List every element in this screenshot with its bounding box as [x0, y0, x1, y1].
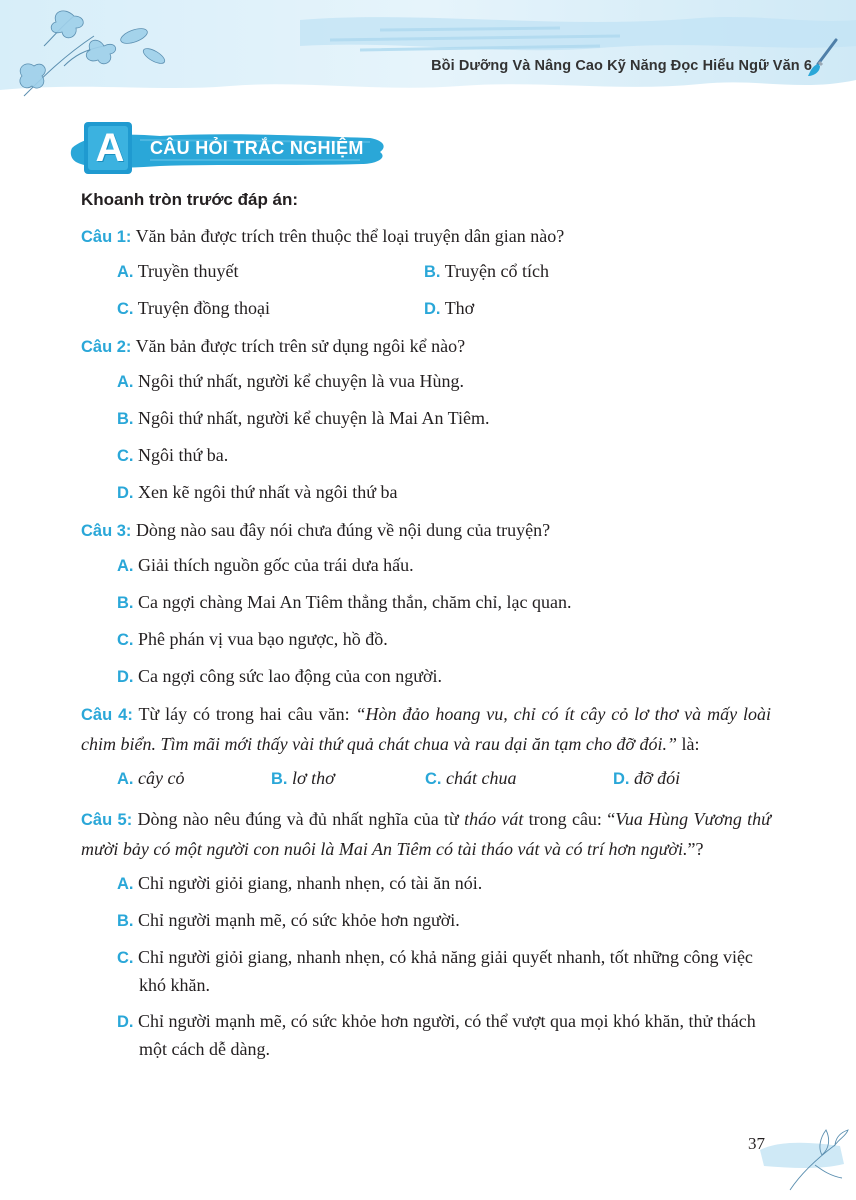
- option-d[interactable]: D. Thơ: [424, 298, 475, 318]
- options-row: [81, 295, 771, 323]
- question-text: Văn bản được trích trên thuộc thể loại truyện dân gian nào?: [135, 226, 565, 246]
- question-quote: “Hòn đảo hoang vu, chỉ có ít cây cỏ lơ thơ và mấy loài chim biển. Tìm mãi mới thấy vài thứ quả chát chua và rau dại ăn tạm cho đỡ đói.”: [81, 704, 771, 754]
- question-label: Câu 1:: [81, 228, 132, 246]
- question-1: [81, 222, 771, 252]
- option-d[interactable]: D. đỡ đói: [613, 768, 681, 788]
- question-quote: Vua Hùng Vương thứ mười bảy có một người con nuôi là Mai An Tiêm có tài tháo vát và có trí hơn người.: [81, 809, 771, 859]
- question-label: Câu 3:: [81, 522, 132, 540]
- option-c[interactable]: C. Ngôi thứ ba.: [117, 445, 229, 465]
- question-term: tháo vát: [464, 809, 524, 829]
- page-number: 37: [748, 1134, 765, 1153]
- option-a[interactable]: A. Ngôi thứ nhất, người kể chuyện là vua Hùng.: [117, 371, 464, 391]
- option-c[interactable]: C. Truyện đồng thoại: [117, 298, 271, 318]
- options-row: [81, 765, 771, 793]
- question-3: [81, 516, 771, 546]
- option-a[interactable]: A. Giải thích nguồn gốc của trái dưa hấu.: [117, 555, 414, 575]
- question-text: Dòng nào sau đây nói chưa đúng về nội dung của truyện?: [135, 520, 551, 540]
- option-d[interactable]: D. Chỉ người mạnh mẽ, có sức khỏe hơn người, có thể vượt qua mọi khó khăn, thử thách một cách dễ dàng.: [117, 1011, 756, 1059]
- question-2: [81, 332, 771, 362]
- flower-decoration-icon: [4, 6, 174, 106]
- question-label: Câu 2:: [81, 338, 132, 356]
- section-banner: [70, 118, 390, 182]
- question-text: Văn bản được trích trên sử dụng ngôi kể nào?: [135, 336, 466, 356]
- header-title: Bồi Dưỡng Và Nâng Cao Kỹ Năng Đọc Hiểu Ngữ Văn 6: [431, 58, 812, 74]
- option-d[interactable]: D. Xen kẽ ngôi thứ nhất và ngôi thứ ba: [117, 482, 398, 502]
- option-c[interactable]: C. Phê phán vị vua bạo ngược, hồ đồ.: [117, 629, 388, 649]
- option-d[interactable]: D. Ca ngợi công sức lao động của con người.: [117, 666, 442, 686]
- option-b[interactable]: B. lơ thơ: [271, 768, 335, 788]
- option-b[interactable]: B. Chỉ người mạnh mẽ, có sức khỏe hơn người.: [117, 910, 460, 930]
- instruction: Khoanh tròn trước đáp án:: [81, 190, 299, 209]
- question-5: Câu 5: Dòng nào nêu đúng và đủ nhất nghĩa của từ tháo vát trong câu: “Vua Hùng Vương thứ mười bảy có một người con nuôi là Mai An Tiêm có tài tháo vát và có trí hơn người.”?: [81, 809, 771, 859]
- section-title: CÂU HỎI TRẮC NGHIỆM: [150, 138, 364, 158]
- question-label: Câu 4:: [81, 706, 133, 724]
- section-letter: A: [95, 126, 125, 170]
- option-c[interactable]: C. chát chua: [425, 768, 517, 788]
- option-b[interactable]: B. Ca ngợi chàng Mai An Tiêm thẳng thắn, chăm chỉ, lạc quan.: [117, 592, 572, 612]
- question-4: Câu 4: Từ láy có trong hai câu văn: “Hòn đảo hoang vu, chỉ có ít cây cỏ lơ thơ và mấy loài chim biển. Tìm mãi mới thấy vài thứ quả chát chua và rau dại ăn tạm cho đỡ đói.” là:: [81, 704, 771, 754]
- option-b[interactable]: B. Ngôi thứ nhất, người kể chuyện là Mai An Tiêm.: [117, 408, 490, 428]
- option-a[interactable]: A. Truyền thuyết: [117, 261, 239, 281]
- option-b[interactable]: B. Truyện cổ tích: [424, 261, 550, 281]
- question-label: Câu 5:: [81, 811, 133, 829]
- options-row: [81, 258, 771, 286]
- footer-flower-decoration-icon: [760, 1120, 850, 1195]
- option-a[interactable]: A. cây cỏ: [117, 768, 185, 788]
- option-c[interactable]: C. Chỉ người giỏi giang, nhanh nhẹn, có khả năng giải quyết nhanh, tốt những công việc khó khăn.: [117, 947, 753, 995]
- content: [81, 190, 771, 1072]
- option-a[interactable]: A. Chỉ người giỏi giang, nhanh nhẹn, có tài ăn nói.: [117, 873, 483, 893]
- paintbrush-icon: [806, 38, 840, 78]
